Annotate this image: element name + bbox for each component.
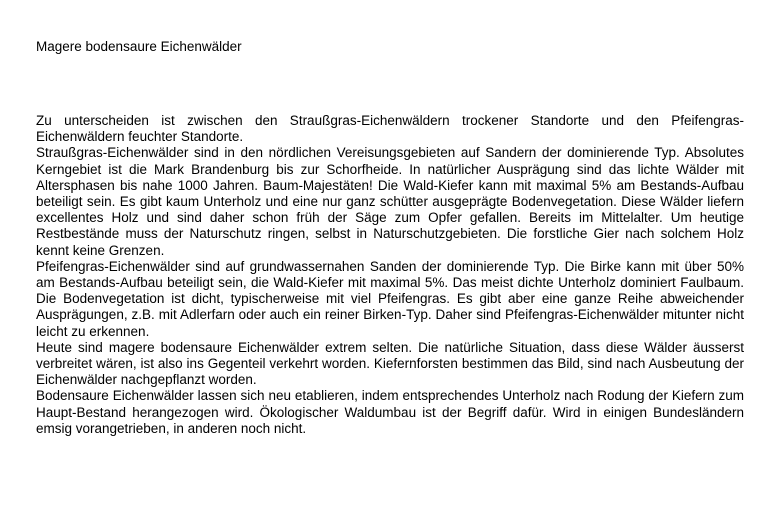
document-body <box>36 113 744 437</box>
paragraph-strausgras: Straußgras-Eichenwälder sind in den nördlichen Vereisungsgebieten auf Sandern der dominierende Typ. Absolutes Kerngebiet ist die Mark Brandenburg bis zur Schorfheide. In natürlicher Ausprägung sind das lichte Wälder mit Altersphasen bis nahe 1000 Jahren. Baum-Majestäten! Die Wald-Kiefer kann mit maximal 5% am Bestands-Aufbau beteiligt sein. Es gibt kaum Unterholz und eine nur ganz schütter ausgeprägte Bodenvegetation. Diese Wälder liefern excellentes Holz und sind daher schon früh der Säge zum Opfer gefallen. Bereits im Mittelalter. Um heutige Restbestände muss der Naturschutz ringen, selbst in Naturschutzgebieten. Die forstliche Gier nach solchem Holz kennt keine Grenzen. <box>36 145 744 258</box>
paragraph-pfeifengras: Pfeifengras-Eichenwälder sind auf grundwassernahen Sanden der dominierende Typ. Die Birke kann mit über 50% am Bestands-Aufbau beteiligt sein, die Wald-Kiefer mit maximal 5%. Das meist dichte Unterholz dominiert Faulbaum. Die Bodenvegetation ist dicht, typischerweise mit viel Pfeifengras. Es gibt aber eine ganze Reihe abweichender Ausprägungen, z.B. mit Adlerfarn oder auch ein reiner Birken-Typ. Daher sind Pfeifengras-Eichenwälder mitunter nicht leicht zu erkennen. <box>36 258 744 339</box>
paragraph-intro: Zu unterscheiden ist zwischen den Straußgras-Eichenwäldern trockener Standorte und den Pfeifengras-Eichenwäldern feuchter Standorte. <box>36 113 744 145</box>
paragraph-heute: Heute sind magere bodensaure Eichenwälder extrem selten. Die natürliche Situation, dass diese Wälder äusserst verbreitet wären, ist also ins Gegenteil verkehrt worden. Kiefernforsten bestimmen das Bild, sind nach Ausbeutung der Eichenwälder nachgepflanzt worden. <box>36 339 744 388</box>
document-page <box>36 38 744 437</box>
paragraph-neu-etablieren: Bodensaure Eichenwälder lassen sich neu etablieren, indem entsprechendes Unterholz nach Rodung der Kiefern zum Haupt-Bestand herangezogen wird. Ökologischer Waldumbau ist der Begriff dafür. Wird in einigen Bundesländern emsig vorangetrieben, in anderen noch nicht. <box>36 388 744 436</box>
document-title: Magere bodensaure Eichenwälder <box>36 39 242 54</box>
